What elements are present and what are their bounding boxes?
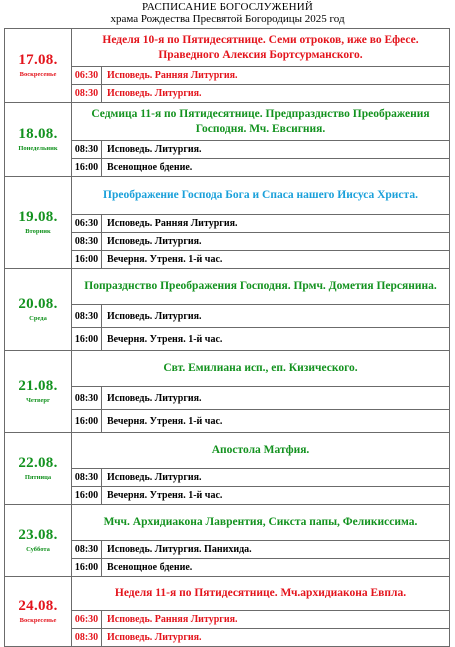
- service-description: Исповедь. Литургия.: [102, 387, 450, 410]
- service-row: [5, 85, 450, 103]
- service-row: [5, 141, 450, 159]
- service-time: 08:30: [72, 85, 102, 103]
- day-cell: [5, 103, 72, 177]
- service-time: 08:30: [72, 141, 102, 159]
- service-row: [5, 629, 450, 647]
- day-cell: [5, 577, 72, 647]
- service-description: Исповедь. Ранняя Литургия.: [102, 215, 450, 233]
- service-time: 08:30: [72, 629, 102, 647]
- day-cell: [5, 433, 72, 505]
- date-label: 18.08.: [18, 126, 58, 142]
- service-time: 08:30: [72, 233, 102, 251]
- day-title-row: [5, 351, 450, 387]
- service-time: 08:30: [72, 469, 102, 487]
- service-description: Вечерня. Утреня. 1-й час.: [102, 251, 450, 269]
- service-row: [5, 305, 450, 328]
- service-row: [5, 469, 450, 487]
- service-description: Всенощное бдение.: [102, 559, 450, 577]
- service-row: [5, 159, 450, 177]
- date-label: 20.08.: [18, 296, 58, 312]
- day-title-row: [5, 577, 450, 611]
- service-description: Всенощное бдение.: [102, 159, 450, 177]
- schedule-heading: РАСПИСАНИЕ БОГОСЛУЖЕНИЙ: [141, 1, 314, 13]
- day-cell: [5, 505, 72, 577]
- service-description: Исповедь. Литургия. Панихида.: [102, 541, 450, 559]
- weekday-label: Среда: [29, 315, 47, 322]
- feast-title: Апостола Матфия.: [72, 433, 450, 469]
- day-cell: [5, 29, 72, 103]
- service-description: Вечерня. Утреня. 1-й час.: [102, 487, 450, 505]
- day-title-row: [5, 269, 450, 305]
- feast-title: Попразднство Преображения Господня. Прмч. Дометия Персянина.: [72, 269, 450, 305]
- service-time: 16:00: [72, 251, 102, 269]
- date-label: 24.08.: [18, 598, 58, 614]
- day-cell: [5, 269, 72, 351]
- feast-title: Свт. Емилиана исп., еп. Кизического.: [72, 351, 450, 387]
- service-row: [5, 541, 450, 559]
- service-description: Исповедь. Ранняя Литургия.: [102, 611, 450, 629]
- service-row: [5, 67, 450, 85]
- service-description: Исповедь. Литургия.: [102, 469, 450, 487]
- service-row: [5, 215, 450, 233]
- service-time: 16:00: [72, 159, 102, 177]
- day-title-row: [5, 177, 450, 215]
- weekday-label: Вторник: [25, 228, 51, 235]
- day-title-row: [5, 103, 450, 141]
- service-time: 08:30: [72, 305, 102, 328]
- service-row: [5, 611, 450, 629]
- day-title-row: [5, 505, 450, 541]
- church-name-heading: храма Рождества Пресвятой Богородицы 2025 год: [110, 13, 345, 25]
- weekday-label: Понедельник: [18, 145, 58, 152]
- service-description: Исповедь. Литургия.: [102, 629, 450, 647]
- service-description: Исповедь. Литургия.: [102, 233, 450, 251]
- feast-title: Неделя 11-я по Пятидесятнице. Мч.архидиакона Евпла.: [72, 577, 450, 611]
- schedule-body: [5, 29, 450, 647]
- feast-title: Седмица 11-я по Пятидесятнице. Предпразднство Преображения Господня. Мч. Евсигния.: [72, 103, 450, 141]
- service-row: [5, 487, 450, 505]
- service-description: Исповедь. Ранняя Литургия.: [102, 67, 450, 85]
- service-time: 16:00: [72, 487, 102, 505]
- feast-title: Мчч. Архидиакона Лаврентия, Сикста папы, Феликиссима.: [72, 505, 450, 541]
- weekday-label: Суббота: [26, 546, 50, 553]
- date-label: 17.08.: [18, 52, 58, 68]
- service-time: 06:30: [72, 611, 102, 629]
- schedule-table: [4, 28, 450, 647]
- weekday-label: Воскресенье: [19, 71, 57, 78]
- service-description: Вечерня. Утреня. 1-й час.: [102, 328, 450, 351]
- day-cell: [5, 177, 72, 269]
- service-time: 08:30: [72, 387, 102, 410]
- service-description: Вечерня. Утреня. 1-й час.: [102, 410, 450, 433]
- feast-title: Неделя 10-я по Пятидесятнице. Семи отроков, иже во Ефесе. Праведного Алексия Бортсурманского.: [72, 29, 450, 67]
- date-label: 23.08.: [18, 527, 58, 543]
- service-row: [5, 328, 450, 351]
- service-time: 08:30: [72, 541, 102, 559]
- service-row: [5, 559, 450, 577]
- service-row: [5, 387, 450, 410]
- service-time: 06:30: [72, 67, 102, 85]
- day-cell: [5, 351, 72, 433]
- service-description: Исповедь. Литургия.: [102, 141, 450, 159]
- service-time: 06:30: [72, 215, 102, 233]
- service-row: [5, 251, 450, 269]
- service-row: [5, 233, 450, 251]
- service-time: 16:00: [72, 328, 102, 351]
- service-description: Исповедь. Литургия.: [102, 85, 450, 103]
- weekday-label: Пятница: [24, 474, 52, 481]
- day-title-row: [5, 433, 450, 469]
- date-label: 22.08.: [18, 455, 58, 471]
- service-time: 16:00: [72, 559, 102, 577]
- date-label: 19.08.: [18, 209, 58, 225]
- date-label: 21.08.: [18, 378, 58, 394]
- service-time: 16:00: [72, 410, 102, 433]
- feast-title: Преображение Господа Бога и Спаса нашего Иисуса Христа.: [72, 177, 450, 215]
- day-title-row: [5, 29, 450, 67]
- service-row: [5, 410, 450, 433]
- weekday-label: Четверг: [26, 397, 50, 404]
- service-description: Исповедь. Литургия.: [102, 305, 450, 328]
- weekday-label: Воскресенье: [19, 617, 57, 624]
